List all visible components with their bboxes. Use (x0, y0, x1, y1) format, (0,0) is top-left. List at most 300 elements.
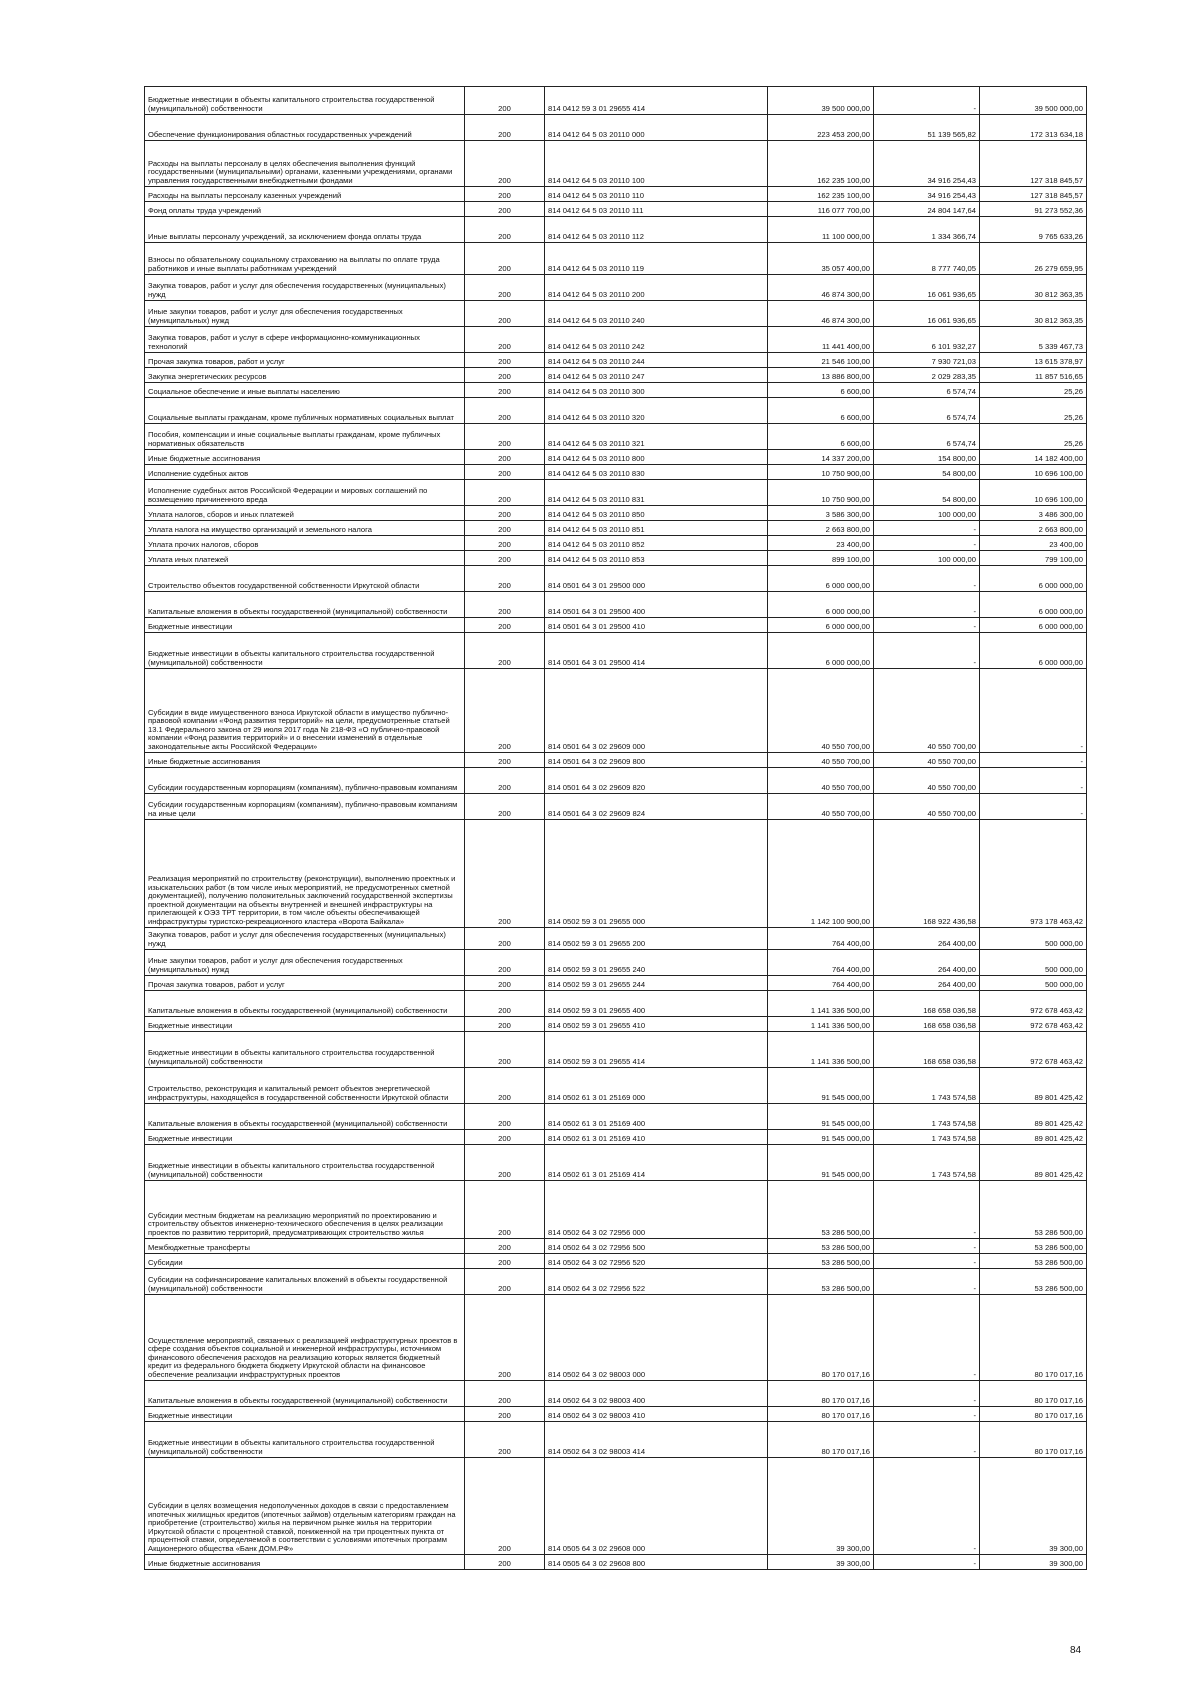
row-executed-cell: 40 550 700,00 (874, 669, 980, 753)
row-code-cell: 200 (465, 536, 545, 551)
row-approved-cell: 764 400,00 (768, 976, 874, 991)
row-kbk-cell: 814 0412 64 5 03 20110 110 (545, 187, 768, 202)
row-remaining-cell: 6 000 000,00 (980, 618, 1087, 633)
row-kbk-cell: 814 0502 64 3 02 72956 000 (545, 1181, 768, 1239)
row-name-cell: Иные выплаты персоналу учреждений, за исключением фонда оплаты труда (145, 217, 465, 243)
row-remaining-cell: 53 286 500,00 (980, 1239, 1087, 1254)
row-name-cell: Уплата налогов, сборов и иных платежей (145, 506, 465, 521)
row-code-cell: 200 (465, 950, 545, 976)
row-executed-cell: - (874, 1295, 980, 1381)
row-name-cell: Закупка товаров, работ и услуг для обеспечения государственных (муниципальных) нужд (145, 275, 465, 301)
row-name-cell: Бюджетные инвестиции (145, 618, 465, 633)
row-kbk-cell: 814 0505 64 3 02 29608 000 (545, 1458, 768, 1555)
row-name-cell: Иные закупки товаров, работ и услуг для обеспечения государственных (муниципальных) нужд (145, 301, 465, 327)
row-remaining-cell: 972 678 463,42 (980, 1032, 1087, 1068)
row-approved-cell: 899 100,00 (768, 551, 874, 566)
row-name-cell: Строительство объектов государственной собственности Иркутской области (145, 566, 465, 592)
row-kbk-cell: 814 0412 64 5 03 20110 111 (545, 202, 768, 217)
table-row (145, 368, 1087, 383)
row-executed-cell: 6 574,74 (874, 424, 980, 450)
row-remaining-cell: 972 678 463,42 (980, 1017, 1087, 1032)
row-remaining-cell: 972 678 463,42 (980, 991, 1087, 1017)
row-code-cell: 200 (465, 928, 545, 950)
table-row (145, 301, 1087, 327)
row-code-cell: 200 (465, 275, 545, 301)
row-approved-cell: 39 300,00 (768, 1555, 874, 1570)
row-executed-cell: - (874, 1181, 980, 1239)
table-row (145, 768, 1087, 794)
table-row (145, 275, 1087, 301)
row-executed-cell: 154 800,00 (874, 450, 980, 465)
row-executed-cell: 1 743 574,58 (874, 1104, 980, 1130)
row-executed-cell: - (874, 1458, 980, 1555)
table-row (145, 1145, 1087, 1181)
row-executed-cell: 16 061 936,65 (874, 301, 980, 327)
row-kbk-cell: 814 0501 64 3 01 29500 400 (545, 592, 768, 618)
row-remaining-cell: 91 273 552,36 (980, 202, 1087, 217)
row-executed-cell: - (874, 592, 980, 618)
row-executed-cell: 264 400,00 (874, 950, 980, 976)
row-approved-cell: 40 550 700,00 (768, 794, 874, 820)
row-executed-cell: 264 400,00 (874, 928, 980, 950)
row-kbk-cell: 814 0501 64 3 02 29609 800 (545, 753, 768, 768)
row-code-cell: 200 (465, 450, 545, 465)
row-remaining-cell: 89 801 425,42 (980, 1130, 1087, 1145)
row-name-cell: Расходы на выплаты персоналу в целях обеспечения выполнения функций государственными (муниципальными) органами, казенными учреждениями, органами управления государственными внебюджетными фондами (145, 141, 465, 187)
row-executed-cell: - (874, 1422, 980, 1458)
table-row (145, 217, 1087, 243)
row-remaining-cell: 9 765 633,26 (980, 217, 1087, 243)
row-kbk-cell: 814 0502 61 3 01 25169 414 (545, 1145, 768, 1181)
row-kbk-cell: 814 0412 64 5 03 20110 321 (545, 424, 768, 450)
row-code-cell: 200 (465, 243, 545, 275)
row-executed-cell: - (874, 1269, 980, 1295)
row-name-cell: Капитальные вложения в объекты государственной (муниципальной) собственности (145, 1104, 465, 1130)
row-name-cell: Уплата прочих налогов, сборов (145, 536, 465, 551)
row-remaining-cell: 2 663 800,00 (980, 521, 1087, 536)
row-executed-cell: - (874, 1239, 980, 1254)
row-code-cell: 200 (465, 301, 545, 327)
row-remaining-cell: 89 801 425,42 (980, 1145, 1087, 1181)
row-kbk-cell: 814 0501 64 3 02 29609 824 (545, 794, 768, 820)
row-remaining-cell: 973 178 463,42 (980, 820, 1087, 928)
row-approved-cell: 80 170 017,16 (768, 1422, 874, 1458)
row-approved-cell: 40 550 700,00 (768, 753, 874, 768)
row-remaining-cell: 6 000 000,00 (980, 566, 1087, 592)
row-approved-cell: 23 400,00 (768, 536, 874, 551)
row-code-cell: 200 (465, 1269, 545, 1295)
row-remaining-cell: 10 696 100,00 (980, 465, 1087, 480)
row-approved-cell: 11 441 400,00 (768, 327, 874, 353)
row-approved-cell: 6 000 000,00 (768, 592, 874, 618)
row-approved-cell: 53 286 500,00 (768, 1181, 874, 1239)
table-row (145, 669, 1087, 753)
row-remaining-cell: 30 812 363,35 (980, 301, 1087, 327)
row-remaining-cell: 53 286 500,00 (980, 1254, 1087, 1269)
row-approved-cell: 1 141 336 500,00 (768, 991, 874, 1017)
table-row (145, 1555, 1087, 1570)
row-approved-cell: 53 286 500,00 (768, 1239, 874, 1254)
row-executed-cell: 1 334 366,74 (874, 217, 980, 243)
row-name-cell: Реализация мероприятий по строительству (реконструкции), выполнению проектных и изыскательских работ (в том числе иных мероприятий, не предусмотренных сметной документацией), получению положительных заключений государственной экспертизы проектной документации на объекты внутренней и внешней инфраструктуры на прилегающей к ОЭЗ ТРТ территории, в том числе объекты обеспечивающей инфраструктуры туристско-рекреационного кластера «Ворота Байкала» (145, 820, 465, 928)
row-kbk-cell: 814 0502 64 3 02 98003 400 (545, 1381, 768, 1407)
row-code-cell: 200 (465, 115, 545, 141)
table-row (145, 202, 1087, 217)
row-name-cell: Фонд оплаты труда учреждений (145, 202, 465, 217)
row-code-cell: 200 (465, 820, 545, 928)
row-code-cell: 200 (465, 794, 545, 820)
row-code-cell: 200 (465, 521, 545, 536)
row-remaining-cell: 3 486 300,00 (980, 506, 1087, 521)
row-name-cell: Субсидии в целях возмещения недополученных доходов в связи с предоставлением ипотечных жилищных кредитов (ипотечных займов) отдельным категориям граждан на приобретение (строительство) жилья на первичном рынке жилья на территории Иркутской области с процентной ставкой, пониженной на три процентных пункта от процентной ставки, определяемой в соответствии с условиями ипотечных программ Акционерного общества «Банк ДОМ.РФ» (145, 1458, 465, 1555)
row-code-cell: 200 (465, 327, 545, 353)
row-code-cell: 200 (465, 669, 545, 753)
table-row (145, 1422, 1087, 1458)
row-kbk-cell: 814 0412 64 5 03 20110 247 (545, 368, 768, 383)
row-approved-cell: 6 000 000,00 (768, 566, 874, 592)
row-remaining-cell: - (980, 753, 1087, 768)
row-approved-cell: 53 286 500,00 (768, 1254, 874, 1269)
row-executed-cell: 24 804 147,64 (874, 202, 980, 217)
row-kbk-cell: 814 0501 64 3 01 29500 410 (545, 618, 768, 633)
row-kbk-cell: 814 0501 64 3 02 29609 820 (545, 768, 768, 794)
row-kbk-cell: 814 0502 59 3 01 29655 400 (545, 991, 768, 1017)
row-approved-cell: 13 886 800,00 (768, 368, 874, 383)
row-executed-cell: 168 658 036,58 (874, 1017, 980, 1032)
row-code-cell: 200 (465, 1104, 545, 1130)
row-remaining-cell: 11 857 516,65 (980, 368, 1087, 383)
row-approved-cell: 40 550 700,00 (768, 669, 874, 753)
table-row (145, 1104, 1087, 1130)
row-approved-cell: 39 300,00 (768, 1458, 874, 1555)
row-executed-cell: - (874, 1254, 980, 1269)
row-kbk-cell: 814 0502 61 3 01 25169 410 (545, 1130, 768, 1145)
row-approved-cell: 6 000 000,00 (768, 618, 874, 633)
row-kbk-cell: 814 0412 59 3 01 29655 414 (545, 87, 768, 115)
table-row (145, 480, 1087, 506)
row-approved-cell: 116 077 700,00 (768, 202, 874, 217)
row-executed-cell: 54 800,00 (874, 465, 980, 480)
row-executed-cell: 34 916 254,43 (874, 141, 980, 187)
row-remaining-cell: - (980, 794, 1087, 820)
row-name-cell: Бюджетные инвестиции (145, 1407, 465, 1422)
row-executed-cell: 100 000,00 (874, 551, 980, 566)
row-executed-cell: 6 574,74 (874, 398, 980, 424)
row-approved-cell: 162 235 100,00 (768, 141, 874, 187)
row-kbk-cell: 814 0412 64 5 03 20110 853 (545, 551, 768, 566)
row-approved-cell: 80 170 017,16 (768, 1381, 874, 1407)
row-kbk-cell: 814 0502 59 3 01 29655 200 (545, 928, 768, 950)
row-remaining-cell: 80 170 017,16 (980, 1295, 1087, 1381)
row-code-cell: 200 (465, 1555, 545, 1570)
row-code-cell: 200 (465, 424, 545, 450)
row-executed-cell: 8 777 740,05 (874, 243, 980, 275)
row-approved-cell: 2 663 800,00 (768, 521, 874, 536)
row-executed-cell: 100 000,00 (874, 506, 980, 521)
table-row (145, 1068, 1087, 1104)
row-code-cell: 200 (465, 1407, 545, 1422)
row-kbk-cell: 814 0412 64 5 03 20110 119 (545, 243, 768, 275)
row-remaining-cell: 500 000,00 (980, 950, 1087, 976)
row-kbk-cell: 814 0502 64 3 02 98003 410 (545, 1407, 768, 1422)
table-row (145, 1295, 1087, 1381)
table-row (145, 753, 1087, 768)
row-remaining-cell: - (980, 669, 1087, 753)
row-remaining-cell: 799 100,00 (980, 551, 1087, 566)
row-approved-cell: 6 600,00 (768, 424, 874, 450)
row-kbk-cell: 814 0502 64 3 02 72956 520 (545, 1254, 768, 1269)
row-remaining-cell: 5 339 467,73 (980, 327, 1087, 353)
table-row (145, 1254, 1087, 1269)
row-executed-cell: - (874, 566, 980, 592)
table-row (145, 618, 1087, 633)
row-approved-cell: 764 400,00 (768, 950, 874, 976)
row-remaining-cell: 14 182 400,00 (980, 450, 1087, 465)
row-remaining-cell: 80 170 017,16 (980, 1381, 1087, 1407)
row-name-cell: Межбюджетные трансферты (145, 1239, 465, 1254)
row-kbk-cell: 814 0505 64 3 02 29608 800 (545, 1555, 768, 1570)
budget-execution-table (144, 86, 1087, 1570)
row-code-cell: 200 (465, 202, 545, 217)
row-executed-cell: 16 061 936,65 (874, 275, 980, 301)
row-kbk-cell: 814 0502 64 3 02 98003 414 (545, 1422, 768, 1458)
row-kbk-cell: 814 0412 64 5 03 20110 244 (545, 353, 768, 368)
table-row (145, 398, 1087, 424)
row-kbk-cell: 814 0412 64 5 03 20110 830 (545, 465, 768, 480)
row-code-cell: 200 (465, 506, 545, 521)
row-code-cell: 200 (465, 480, 545, 506)
table-row (145, 794, 1087, 820)
table-row (145, 1269, 1087, 1295)
row-code-cell: 200 (465, 1017, 545, 1032)
table-row (145, 633, 1087, 669)
row-name-cell: Осуществление мероприятий, связанных с реализацией инфраструктурных проектов в сфере создания объектов социальной и инженерной инфраструктуры, источником финансового обеспечения расходов на реализацию которых является бюджетный кредит из федерального бюджета бюджету Иркутской области на финансовое обеспечение реализации инфраструктурных проектов (145, 1295, 465, 1381)
row-remaining-cell: - (980, 768, 1087, 794)
row-remaining-cell: 25,26 (980, 383, 1087, 398)
row-kbk-cell: 814 0502 64 3 02 72956 500 (545, 1239, 768, 1254)
row-kbk-cell: 814 0502 59 3 01 29655 000 (545, 820, 768, 928)
row-code-cell: 200 (465, 991, 545, 1017)
row-executed-cell: - (874, 536, 980, 551)
row-approved-cell: 6 600,00 (768, 398, 874, 424)
row-remaining-cell: 39 300,00 (980, 1458, 1087, 1555)
row-remaining-cell: 127 318 845,57 (980, 141, 1087, 187)
row-approved-cell: 40 550 700,00 (768, 768, 874, 794)
row-kbk-cell: 814 0502 61 3 01 25169 400 (545, 1104, 768, 1130)
table-row (145, 592, 1087, 618)
row-executed-cell: 54 800,00 (874, 480, 980, 506)
row-executed-cell: 168 922 436,58 (874, 820, 980, 928)
row-approved-cell: 10 750 900,00 (768, 465, 874, 480)
table-row (145, 566, 1087, 592)
row-name-cell: Закупка товаров, работ и услуг для обеспечения государственных (муниципальных) нужд (145, 928, 465, 950)
row-kbk-cell: 814 0412 64 5 03 20110 240 (545, 301, 768, 327)
row-kbk-cell: 814 0412 64 5 03 20110 242 (545, 327, 768, 353)
row-name-cell: Иные закупки товаров, работ и услуг для обеспечения государственных (муниципальных) нужд (145, 950, 465, 976)
row-executed-cell: - (874, 521, 980, 536)
row-executed-cell: 168 658 036,58 (874, 991, 980, 1017)
row-remaining-cell: 6 000 000,00 (980, 633, 1087, 669)
row-executed-cell: - (874, 1407, 980, 1422)
row-name-cell: Исполнение судебных актов Российской Федерации и мировых соглашений по возмещению причиненного вреда (145, 480, 465, 506)
row-code-cell: 200 (465, 353, 545, 368)
row-name-cell: Строительство, реконструкция и капитальный ремонт объектов энергетической инфраструктуры, находящейся в государственной собственности Иркутской области (145, 1068, 465, 1104)
table-row (145, 465, 1087, 480)
row-remaining-cell: 127 318 845,57 (980, 187, 1087, 202)
row-approved-cell: 11 100 000,00 (768, 217, 874, 243)
row-kbk-cell: 814 0502 59 3 01 29655 410 (545, 1017, 768, 1032)
table-row (145, 450, 1087, 465)
row-name-cell: Бюджетные инвестиции в объекты капитального строительства государственной (муниципальной) собственности (145, 1145, 465, 1181)
row-code-cell: 200 (465, 633, 545, 669)
row-code-cell: 200 (465, 753, 545, 768)
table-row (145, 1017, 1087, 1032)
row-remaining-cell: 25,26 (980, 398, 1087, 424)
row-kbk-cell: 814 0502 59 3 01 29655 414 (545, 1032, 768, 1068)
row-remaining-cell: 10 696 100,00 (980, 480, 1087, 506)
table-row (145, 521, 1087, 536)
row-name-cell: Субсидии на софинансирование капитальных вложений в объекты государственной (муниципальной) собственности (145, 1269, 465, 1295)
row-executed-cell: 34 916 254,43 (874, 187, 980, 202)
table-row (145, 1130, 1087, 1145)
row-name-cell: Субсидии местным бюджетам на реализацию мероприятий по проектированию и строительству объектов инженерно-технического обеспечения в целях реализации проектов по развитию территорий, предусматривающих строительство жилья (145, 1181, 465, 1239)
row-name-cell: Уплата иных платежей (145, 551, 465, 566)
row-remaining-cell: 53 286 500,00 (980, 1181, 1087, 1239)
table-row (145, 187, 1087, 202)
row-kbk-cell: 814 0502 59 3 01 29655 240 (545, 950, 768, 976)
table-row (145, 243, 1087, 275)
row-executed-cell: 1 743 574,58 (874, 1068, 980, 1104)
row-approved-cell: 1 141 336 500,00 (768, 1017, 874, 1032)
row-remaining-cell: 39 500 000,00 (980, 87, 1087, 115)
row-code-cell: 200 (465, 1458, 545, 1555)
table-row (145, 1239, 1087, 1254)
row-approved-cell: 764 400,00 (768, 928, 874, 950)
row-kbk-cell: 814 0501 64 3 01 29500 000 (545, 566, 768, 592)
row-kbk-cell: 814 0412 64 5 03 20110 112 (545, 217, 768, 243)
row-kbk-cell: 814 0502 59 3 01 29655 244 (545, 976, 768, 991)
row-remaining-cell: 13 615 378,97 (980, 353, 1087, 368)
row-code-cell: 200 (465, 592, 545, 618)
row-approved-cell: 91 545 000,00 (768, 1104, 874, 1130)
row-approved-cell: 6 600,00 (768, 383, 874, 398)
row-code-cell: 200 (465, 1032, 545, 1068)
row-remaining-cell: 89 801 425,42 (980, 1104, 1087, 1130)
row-name-cell: Закупка энергетических ресурсов (145, 368, 465, 383)
row-code-cell: 200 (465, 618, 545, 633)
table-row (145, 1032, 1087, 1068)
row-code-cell: 200 (465, 1130, 545, 1145)
table-row (145, 536, 1087, 551)
row-approved-cell: 46 874 300,00 (768, 275, 874, 301)
row-approved-cell: 39 500 000,00 (768, 87, 874, 115)
row-approved-cell: 162 235 100,00 (768, 187, 874, 202)
row-name-cell: Бюджетные инвестиции в объекты капитального строительства государственной (муниципальной) собственности (145, 87, 465, 115)
row-executed-cell: 7 930 721,03 (874, 353, 980, 368)
row-kbk-cell: 814 0412 64 5 03 20110 852 (545, 536, 768, 551)
row-approved-cell: 10 750 900,00 (768, 480, 874, 506)
page-number: 84 (1070, 1645, 1082, 1656)
row-approved-cell: 53 286 500,00 (768, 1269, 874, 1295)
row-name-cell: Капитальные вложения в объекты государственной (муниципальной) собственности (145, 1381, 465, 1407)
table-row (145, 115, 1087, 141)
table-row (145, 551, 1087, 566)
table-row (145, 1458, 1087, 1555)
row-code-cell: 200 (465, 1181, 545, 1239)
row-name-cell: Бюджетные инвестиции в объекты капитального строительства государственной (муниципальной) собственности (145, 1422, 465, 1458)
row-executed-cell: - (874, 633, 980, 669)
row-code-cell: 200 (465, 551, 545, 566)
row-code-cell: 200 (465, 465, 545, 480)
row-kbk-cell: 814 0412 64 5 03 20110 300 (545, 383, 768, 398)
table-row (145, 141, 1087, 187)
row-kbk-cell: 814 0502 61 3 01 25169 000 (545, 1068, 768, 1104)
row-remaining-cell: 500 000,00 (980, 928, 1087, 950)
row-code-cell: 200 (465, 1254, 545, 1269)
row-executed-cell: 40 550 700,00 (874, 753, 980, 768)
row-code-cell: 200 (465, 1295, 545, 1381)
row-executed-cell: 40 550 700,00 (874, 768, 980, 794)
row-name-cell: Прочая закупка товаров, работ и услуг (145, 976, 465, 991)
table-row (145, 383, 1087, 398)
row-name-cell: Бюджетные инвестиции в объекты капитального строительства государственной (муниципальной) собственности (145, 1032, 465, 1068)
row-remaining-cell: 30 812 363,35 (980, 275, 1087, 301)
row-remaining-cell: 80 170 017,16 (980, 1407, 1087, 1422)
row-kbk-cell: 814 0412 64 5 03 20110 100 (545, 141, 768, 187)
row-code-cell: 200 (465, 1422, 545, 1458)
row-code-cell: 200 (465, 566, 545, 592)
table-row (145, 353, 1087, 368)
row-name-cell: Субсидии в виде имущественного взноса Иркутской области в имущество публично-правовой компании «Фонд развития территорий» на цели, предусмотренные статьей 13.1 Федерального закона от 29 июля 2017 года № 218-ФЗ «О публично-правовой компании «Фонд развития территорий» и о внесении изменений в отдельные законодательные акты Российской Федерации» (145, 669, 465, 753)
row-kbk-cell: 814 0501 64 3 02 29609 000 (545, 669, 768, 753)
row-executed-cell: 264 400,00 (874, 976, 980, 991)
row-name-cell: Социальное обеспечение и иные выплаты населению (145, 383, 465, 398)
table-row (145, 327, 1087, 353)
row-code-cell: 200 (465, 768, 545, 794)
row-kbk-cell: 814 0412 64 5 03 20110 000 (545, 115, 768, 141)
table-row (145, 424, 1087, 450)
row-remaining-cell: 25,26 (980, 424, 1087, 450)
row-approved-cell: 3 586 300,00 (768, 506, 874, 521)
row-kbk-cell: 814 0502 64 3 02 72956 522 (545, 1269, 768, 1295)
row-kbk-cell: 814 0502 64 3 02 98003 000 (545, 1295, 768, 1381)
row-executed-cell: 6 101 932,27 (874, 327, 980, 353)
row-code-cell: 200 (465, 141, 545, 187)
row-approved-cell: 80 170 017,16 (768, 1295, 874, 1381)
row-approved-cell: 91 545 000,00 (768, 1145, 874, 1181)
row-name-cell: Иные бюджетные ассигнования (145, 1555, 465, 1570)
row-name-cell: Социальные выплаты гражданам, кроме публичных нормативных социальных выплат (145, 398, 465, 424)
row-remaining-cell: 172 313 634,18 (980, 115, 1087, 141)
row-code-cell: 200 (465, 217, 545, 243)
row-name-cell: Обеспечение функционирования областных государственных учреждений (145, 115, 465, 141)
row-remaining-cell: 26 279 659,95 (980, 243, 1087, 275)
row-kbk-cell: 814 0412 64 5 03 20110 850 (545, 506, 768, 521)
row-remaining-cell: 6 000 000,00 (980, 592, 1087, 618)
row-name-cell: Иные бюджетные ассигнования (145, 753, 465, 768)
row-name-cell: Уплата налога на имущество организаций и земельного налога (145, 521, 465, 536)
row-code-cell: 200 (465, 87, 545, 115)
row-executed-cell: 2 029 283,35 (874, 368, 980, 383)
row-approved-cell: 6 000 000,00 (768, 633, 874, 669)
row-name-cell: Субсидии (145, 1254, 465, 1269)
table-row (145, 1407, 1087, 1422)
row-code-cell: 200 (465, 187, 545, 202)
row-name-cell: Субсидии государственным корпорациям (компаниям), публично-правовым компаниям (145, 768, 465, 794)
table-row (145, 820, 1087, 928)
row-approved-cell: 223 453 200,00 (768, 115, 874, 141)
row-name-cell: Пособия, компенсации и иные социальные выплаты гражданам, кроме публичных нормативных обязательств (145, 424, 465, 450)
